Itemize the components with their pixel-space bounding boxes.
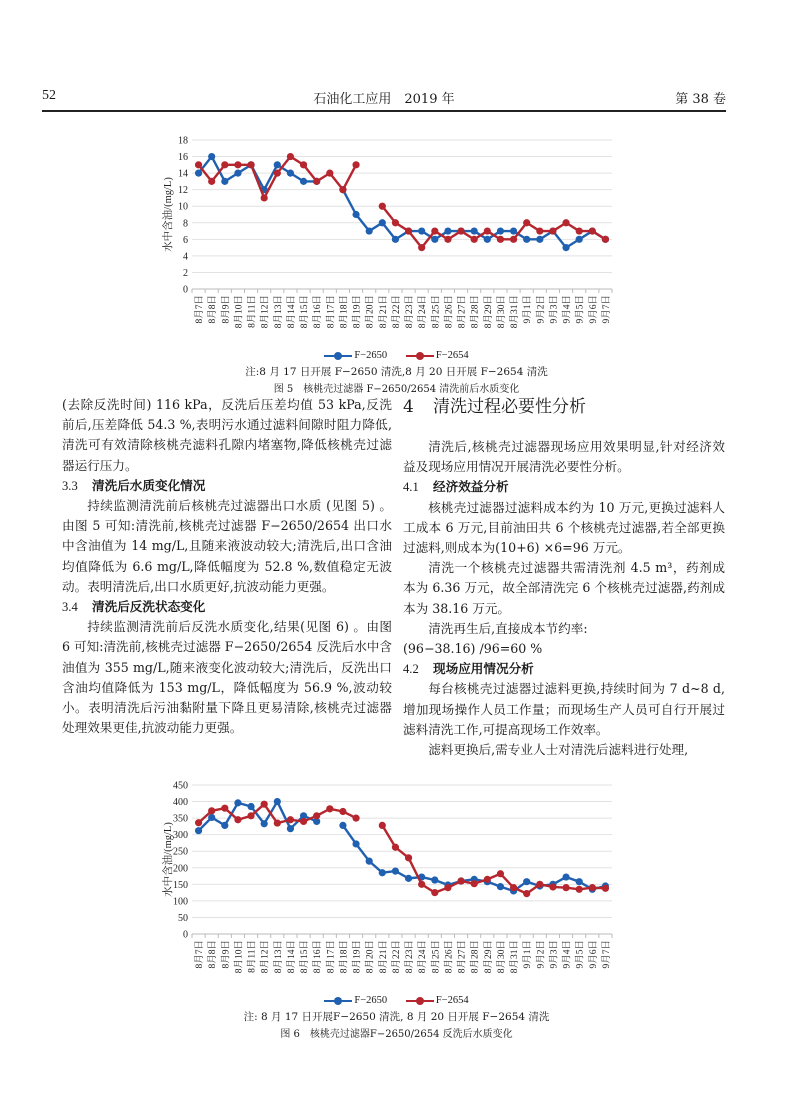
x-tick-label: 8月22日 — [391, 940, 402, 974]
data-point — [287, 170, 294, 177]
section-heading-3-3 — [62, 476, 392, 496]
legend-swatch-blue — [324, 355, 352, 357]
data-point — [274, 819, 281, 826]
data-point — [562, 884, 569, 891]
x-tick-label: 8月28日 — [470, 940, 481, 974]
legend-item-f2650 — [324, 350, 387, 361]
data-point — [300, 161, 307, 168]
data-point — [366, 858, 373, 865]
data-point — [497, 870, 504, 877]
section-heading-4-1 — [403, 477, 725, 497]
y-tick-label: 0 — [183, 929, 188, 941]
x-tick-label: 9月5日 — [575, 940, 586, 969]
y-tick-label: 50 — [178, 912, 188, 924]
data-point — [208, 807, 215, 814]
data-point — [261, 194, 268, 201]
x-tick-label: 8月21日 — [378, 295, 389, 329]
x-tick-label: 8月27日 — [457, 940, 468, 974]
x-tick-label: 9月4日 — [562, 940, 573, 969]
data-point — [208, 178, 215, 185]
section-number: 4.2 — [403, 662, 419, 677]
data-point — [431, 227, 438, 234]
x-tick-label: 8月12日 — [260, 295, 271, 329]
x-tick-label: 9月7日 — [601, 940, 612, 969]
section-title: 清洗后水质变化情况 — [92, 477, 206, 493]
data-point — [602, 885, 609, 892]
data-point — [247, 803, 254, 810]
legend-item-f2654 — [406, 350, 469, 361]
data-point — [510, 884, 517, 891]
section-heading-4 — [403, 395, 725, 419]
data-point — [576, 236, 583, 243]
data-point — [208, 814, 215, 821]
x-tick-label: 8月21日 — [378, 940, 389, 974]
data-point — [234, 170, 241, 177]
data-point — [497, 883, 504, 890]
series-F−2650 — [195, 153, 609, 251]
data-point — [352, 161, 359, 168]
x-tick-label: 8月7日 — [195, 295, 206, 324]
data-point — [523, 219, 530, 226]
y-axis-label: 水中含油/(mg/L) — [163, 177, 174, 252]
paragraph: 清洗再生后,直接成本节约率: — [428, 620, 588, 636]
x-tick-label: 8月16日 — [313, 295, 324, 329]
chart-svg — [160, 777, 620, 992]
data-point — [261, 801, 268, 808]
x-tick-label: 8月26日 — [444, 295, 455, 329]
data-point — [497, 227, 504, 234]
data-point — [549, 883, 556, 890]
data-point — [300, 818, 307, 825]
y-tick-label: 450 — [173, 780, 188, 792]
data-point — [510, 227, 517, 234]
paragraph: 持续监测清洗前后核桃壳过滤器出口水质 (见图 5) 。由图 5 可知:清洗前,核桃壳过滤器 F−2650/2654 出口水中含油值为 14 mg/L,且随来液波动较大;清洗后,出口含油均值降低为 6.6 mg/L,降低幅度为 52.8 %,数值稳定无波动。表明清洗后,出口水质更好,抗波动能力更强。 — [62, 498, 392, 594]
legend-label: F−2654 — [435, 350, 469, 361]
y-tick-label: 100 — [173, 896, 188, 908]
data-point — [549, 227, 556, 234]
data-point — [431, 889, 438, 896]
x-tick-label: 8月29日 — [483, 940, 494, 974]
data-point — [471, 227, 478, 234]
x-tick-label: 8月27日 — [457, 295, 468, 329]
figure5-legend — [0, 350, 793, 361]
data-point — [261, 820, 268, 827]
formula: (96−38.16) /96=60 % — [403, 641, 543, 657]
data-point — [576, 886, 583, 893]
data-point — [221, 161, 228, 168]
data-point — [562, 219, 569, 226]
x-tick-label: 9月7日 — [601, 295, 612, 324]
paragraph: (去除反洗时间) 116 kPa，反洗后压差均值 53 kPa,反洗前后,压差降低 54.3 %,表明污水通过滤料间隙时阻力降低,清洗可有效清除核桃壳滤料孔隙内堵塞物,降低核桃壳过滤器运行压力。 — [62, 397, 392, 473]
paragraph: 滤料更换后,需专业人士对清洗后滤料进行处理, — [428, 742, 689, 758]
x-tick-label: 8月10日 — [234, 940, 245, 974]
x-tick-label: 9月5日 — [575, 295, 586, 324]
legend-swatch-red — [406, 355, 434, 357]
data-point — [195, 161, 202, 168]
section-title: 清洗过程必要性分析 — [433, 397, 586, 417]
section-number: 4.1 — [403, 480, 419, 495]
x-tick-label: 8月16日 — [313, 940, 324, 974]
data-point — [287, 825, 294, 832]
y-tick-label: 18 — [178, 135, 188, 147]
x-tick-label: 9月4日 — [562, 295, 573, 324]
x-tick-label: 8月15日 — [300, 295, 311, 329]
x-tick-label: 8月20日 — [365, 940, 376, 974]
data-point — [444, 227, 451, 234]
data-point — [484, 227, 491, 234]
data-point — [405, 227, 412, 234]
legend-item-f2654 — [406, 995, 469, 1006]
y-tick-label: 400 — [173, 797, 188, 809]
y-tick-label: 2 — [183, 267, 188, 279]
data-point — [418, 227, 425, 234]
x-tick-label: 9月1日 — [523, 940, 534, 969]
figure5-note: 注:8 月 17 日开展 F−2650 清洗,8 月 20 日开展 F−2654 清洗 — [245, 366, 548, 378]
data-point — [352, 815, 359, 822]
x-tick-label: 8月7日 — [195, 940, 206, 969]
data-point — [523, 236, 530, 243]
x-tick-label: 8月13日 — [273, 940, 284, 974]
legend-swatch-blue — [324, 1000, 352, 1002]
section-heading-4-2 — [403, 659, 725, 679]
data-point — [589, 227, 596, 234]
data-point — [536, 227, 543, 234]
x-tick-label: 8月14日 — [286, 940, 297, 974]
x-tick-label: 8月26日 — [444, 940, 455, 974]
x-tick-label: 8月23日 — [405, 940, 416, 974]
header-rule — [42, 110, 726, 112]
data-point — [313, 812, 320, 819]
data-point — [576, 227, 583, 234]
data-point — [339, 186, 346, 193]
y-tick-label: 200 — [173, 863, 188, 875]
y-tick-label: 14 — [178, 168, 188, 180]
data-point — [431, 236, 438, 243]
legend-label: F−2650 — [354, 995, 388, 1006]
x-tick-label: 9月1日 — [523, 295, 534, 324]
x-tick-label: 8月31日 — [510, 940, 521, 974]
data-point — [195, 827, 202, 834]
x-tick-label: 8月31日 — [510, 295, 521, 329]
right-column — [403, 395, 725, 760]
figure6-chart — [160, 777, 620, 992]
y-tick-label: 8 — [183, 218, 188, 230]
data-point — [510, 236, 517, 243]
x-tick-label: 8月10日 — [234, 295, 245, 329]
figure5-caption: 图 5 核桃壳过滤器 F−2650/2654 清洗前后水质变化 — [273, 384, 520, 395]
chart-svg — [160, 132, 620, 347]
data-point — [392, 236, 399, 243]
data-point — [392, 219, 399, 226]
data-point — [431, 876, 438, 883]
series-F−2650 — [195, 798, 609, 895]
legend-swatch-red — [406, 1000, 434, 1002]
data-point — [484, 236, 491, 243]
data-point — [247, 812, 254, 819]
x-tick-label: 8月23日 — [405, 295, 416, 329]
section-number: 3.4 — [62, 600, 78, 615]
figure5-chart — [160, 132, 620, 347]
paragraph: 每台核桃壳过滤器过滤料更换,持续时间为 7 d~8 d,增加现场操作人员工作量；而现场生产人员可自行开展过滤料清洗工作,可提高现场工作效率。 — [403, 681, 725, 737]
volume-label: 第 38 卷 — [675, 92, 726, 107]
section-heading-3-4 — [62, 597, 392, 617]
y-tick-label: 150 — [173, 879, 188, 891]
data-point — [589, 884, 596, 891]
x-tick-label: 8月15日 — [300, 940, 311, 974]
y-tick-label: 250 — [173, 846, 188, 858]
data-point — [471, 236, 478, 243]
paragraph: 清洗后,核桃壳过滤器现场应用效果明显,针对经济效益及现场应用情况开展清洗必要性分析。 — [403, 439, 725, 475]
data-point — [208, 153, 215, 160]
y-tick-label: 12 — [178, 185, 188, 197]
data-point — [195, 819, 202, 826]
data-point — [523, 878, 530, 885]
x-tick-label: 8月24日 — [418, 295, 429, 329]
x-tick-label: 8月18日 — [339, 940, 350, 974]
figure6-note: 注: 8 月 17 日开展F−2650 清洗, 8 月 20 日开展 F−2654 清洗 — [243, 1011, 550, 1023]
data-point — [418, 244, 425, 251]
x-tick-label: 8月9日 — [221, 940, 232, 969]
data-point — [484, 876, 491, 883]
x-tick-label: 8月13日 — [273, 295, 284, 329]
x-tick-label: 8月24日 — [418, 940, 429, 974]
x-tick-label: 9月3日 — [549, 295, 560, 324]
data-point — [234, 816, 241, 823]
data-point — [418, 881, 425, 888]
data-point — [234, 161, 241, 168]
data-point — [195, 170, 202, 177]
section-number: 3.3 — [62, 478, 78, 493]
x-tick-label: 8月19日 — [352, 295, 363, 329]
data-point — [287, 153, 294, 160]
x-tick-label: 9月2日 — [536, 295, 547, 324]
data-point — [247, 161, 254, 168]
data-point — [274, 170, 281, 177]
data-point — [366, 227, 373, 234]
x-tick-label: 8月25日 — [431, 295, 442, 329]
section-title: 现场应用情况分析 — [433, 661, 534, 677]
section-number: 4 — [403, 397, 414, 417]
data-point — [602, 236, 609, 243]
data-point — [379, 869, 386, 876]
data-point — [339, 822, 346, 829]
data-point — [379, 203, 386, 210]
data-point — [274, 161, 281, 168]
data-point — [562, 244, 569, 251]
paragraph: 持续监测清洗前后反洗水质变化,结果(见图 6) 。由图 6 可知:清洗前,核桃壳过滤器 F−2650/2654 反洗后水中含油值为 355 mg/L,随来液变化波动较大;清洗后，反洗出口含油均值降低为 153 mg/L，降低幅度为 56.9 %,波动较小。表明清洗后污油黏附量下降且更易清除,核桃壳过滤器处理效果更佳,抗波动能力更强。 — [62, 619, 392, 736]
data-point — [457, 227, 464, 234]
y-tick-label: 0 — [183, 284, 188, 296]
data-point — [497, 236, 504, 243]
series-line — [382, 206, 605, 247]
legend-item-f2650 — [324, 995, 387, 1006]
data-point — [339, 808, 346, 815]
x-tick-label: 8月20日 — [365, 295, 376, 329]
data-point — [444, 884, 451, 891]
y-tick-label: 350 — [173, 813, 188, 825]
data-point — [300, 178, 307, 185]
section-title: 清洗后反洗状态变化 — [92, 599, 206, 615]
data-point — [444, 236, 451, 243]
x-tick-label: 9月6日 — [588, 940, 599, 969]
x-tick-label: 8月14日 — [286, 295, 297, 329]
x-tick-label: 8月11日 — [247, 295, 258, 328]
x-tick-label: 8月29日 — [483, 295, 494, 329]
y-tick-label: 300 — [173, 830, 188, 842]
data-point — [392, 867, 399, 874]
x-tick-label: 8月25日 — [431, 940, 442, 974]
data-point — [221, 178, 228, 185]
x-tick-label: 8月17日 — [326, 940, 337, 974]
y-tick-label: 6 — [183, 234, 188, 246]
data-point — [405, 854, 412, 861]
y-tick-label: 10 — [178, 201, 188, 213]
data-point — [576, 878, 583, 885]
y-tick-label: 16 — [178, 152, 188, 164]
x-tick-label: 8月17日 — [326, 295, 337, 329]
data-point — [326, 170, 333, 177]
data-point — [536, 236, 543, 243]
paragraph: 清洗一个核桃壳过滤器共需清洗剂 4.5 m³，药剂成本为 6.36 万元，故全部清洗完 6 个核桃壳过滤器,药剂成本为 38.16 万元。 — [403, 560, 725, 616]
y-axis-label: 水中含油/(mg/L) — [163, 822, 174, 897]
x-tick-label: 9月2日 — [536, 940, 547, 969]
x-tick-label: 8月30日 — [496, 940, 507, 974]
x-tick-label: 9月3日 — [549, 940, 560, 969]
data-point — [379, 822, 386, 829]
data-point — [562, 873, 569, 880]
x-tick-label: 8月12日 — [260, 940, 271, 974]
x-tick-label: 8月28日 — [470, 295, 481, 329]
series-line — [199, 802, 317, 831]
x-tick-label: 8月30日 — [496, 295, 507, 329]
legend-label: F−2654 — [435, 995, 469, 1006]
data-point — [313, 178, 320, 185]
data-point — [352, 840, 359, 847]
page-header — [42, 88, 726, 110]
x-tick-label: 8月19日 — [352, 940, 363, 974]
data-point — [234, 799, 241, 806]
data-point — [274, 798, 281, 805]
data-point — [379, 219, 386, 226]
data-point — [392, 844, 399, 851]
x-tick-label: 9月6日 — [588, 295, 599, 324]
page-number: 52 — [42, 88, 56, 103]
figure6-caption: 图 6 核桃壳过滤器F−2650/2654 反洗后水质变化 — [280, 1029, 513, 1040]
y-tick-label: 4 — [183, 251, 188, 263]
journal-title: 石油化工应用 2019 年 — [313, 92, 455, 107]
figure6-legend — [0, 995, 793, 1006]
data-point — [352, 211, 359, 218]
data-point — [287, 816, 294, 823]
data-point — [326, 805, 333, 812]
x-tick-label: 8月22日 — [391, 295, 402, 329]
data-point — [523, 890, 530, 897]
data-point — [405, 875, 412, 882]
section-title: 经济效益分析 — [433, 479, 509, 495]
data-point — [221, 822, 228, 829]
x-tick-label: 8月9日 — [221, 295, 232, 324]
x-tick-label: 8月8日 — [208, 295, 219, 324]
data-point — [221, 805, 228, 812]
data-point — [457, 877, 464, 884]
data-point — [536, 881, 543, 888]
paragraph: 核桃壳过滤器过滤料成本约为 10 万元,更换过滤料人工成本 6 万元,目前油田共 6 个核桃壳过滤器,若全部更换过滤料,则成本为(10+6) ×6=96 万元。 — [403, 499, 725, 556]
legend-label: F−2650 — [354, 350, 388, 361]
x-tick-label: 8月11日 — [247, 940, 258, 973]
data-point — [471, 880, 478, 887]
x-tick-label: 8月18日 — [339, 295, 350, 329]
x-tick-label: 8月8日 — [208, 940, 219, 969]
left-column — [62, 395, 392, 738]
